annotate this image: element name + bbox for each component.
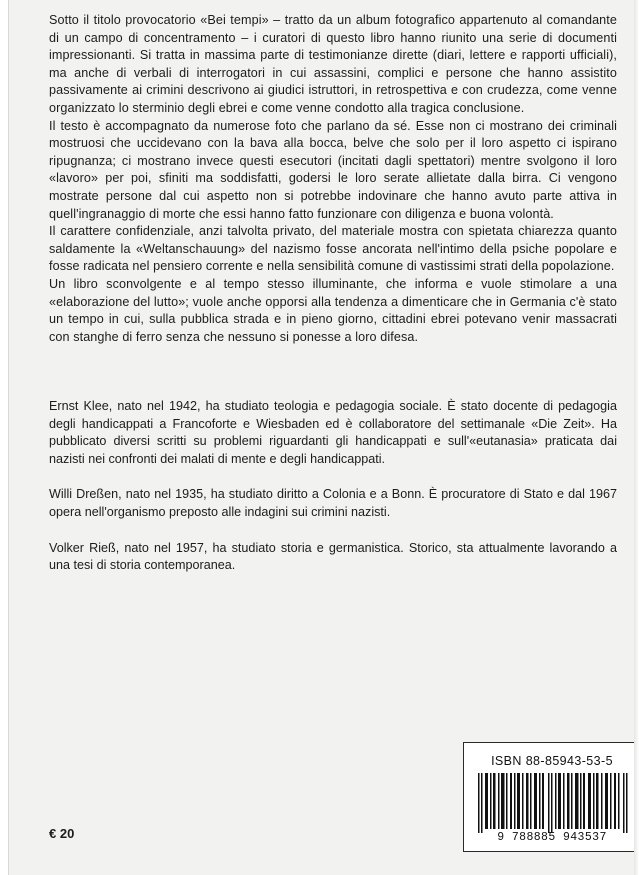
author-bios <box>49 398 617 593</box>
bio-willi-dressen: Willi Dreßen, nato nel 1935, ha studiato diritto a Colonia e a Bonn. È procuratore di Stato e dal 1967 opera nell'organismo preposto alle indagini sui crimini nazisti. <box>49 487 617 519</box>
isbn-label: ISBN 88-85943-53-5 <box>491 754 613 768</box>
blurb-paragraph-3: Il carattere confidenziale, anzi talvolta privato, del materiale mostra con spietata chiarezza quanto saldamente la «Weltanschauung» del nazismo fosse ancorata nell'intimo della psiche popolare e fosse radicata nel pensiero corrente e nella sensibilità comune di vastissimi strati della popolazione. <box>49 224 617 274</box>
blurb-paragraph-2: Il testo è accompagnato da numerose foto che parlano da sé. Esse non ci mostrano dei criminali mostruosi che uccidevano con la bava alla bocca, belve che solo per il loro aspetto ci ispirano ripugnanza; ci mostrano invece questi esecutori (incitati dagli spettatori) mentre svolgono il loro «lavoro» per poi, sfiniti ma soddisfatti, godersi le loro serate allietate dalla birra. Ci vengono mostrate persone dal cui aspetto non si potrebbe indovinare che hanno avuto parte attiva in quell'ingranaggio di morte che essi hanno fatto funzionare con diligenza e buona volontà. <box>49 118 617 221</box>
bio-ernst-klee: Ernst Klee, nato nel 1942, ha studiato teologia e pedagogia sociale. È stato docente di pedagogia degli handicappati a Francoforte e Wiesbaden ed è collaboratore del settimanale «Die Zeit». Ha pubblicato diversi scritti su problemi riguardanti gli handicappati e sull'«eutanasia» praticata dai nazisti nei confronti dei malati di mente e degli handicappati. <box>49 399 617 466</box>
blurb-paragraph-1: Sotto il titolo provocatorio «Bei tempi» – tratto da un album fotografico appartenuto al comandante di un campo di concentramento – i curatori di questo libro hanno riunito una serie di documenti impressionanti. Si tratta in massima parte di testimonianze dirette (diari, lettere e rapporti ufficiali), ma anche di verbali di interrogatori in cui assassini, complici e persone che hanno assistito passivamente ai crimini descrivono ai giudici istruttori, in retrospettiva e con crudezza, come venne organizzato lo sterminio degli ebrei e come venne condotto alla tragica conclusione. <box>49 13 617 115</box>
barcode-digits: 9 788885 943537 <box>497 831 607 844</box>
barcode-icon <box>478 773 628 833</box>
price-label: € 20 <box>49 826 75 841</box>
page-edge <box>634 0 639 875</box>
blurb-paragraph-4: Un libro sconvolgente e al tempo stesso illuminante, che informa e vuole stimolare a una «elaborazione del lutto»; vuole anche opporsi alla tendenza a dimenticare che in Germania c'è stato un tempo in cui, sulla pubblica strada e in pieno giorno, cittadini ebrei potevano venir massacrati con stanghe di ferro senza che nessuno si ponesse a loro difesa. <box>49 276 617 344</box>
isbn-barcode-box <box>463 742 639 852</box>
bio-volker-riess: Volker Rieß, nato nel 1957, ha studiato storia e germanistica. Storico, sta attualmente lavorando a una tesi di storia contemporanea. <box>49 540 617 573</box>
back-cover <box>8 0 637 875</box>
blurb-text <box>49 12 617 346</box>
